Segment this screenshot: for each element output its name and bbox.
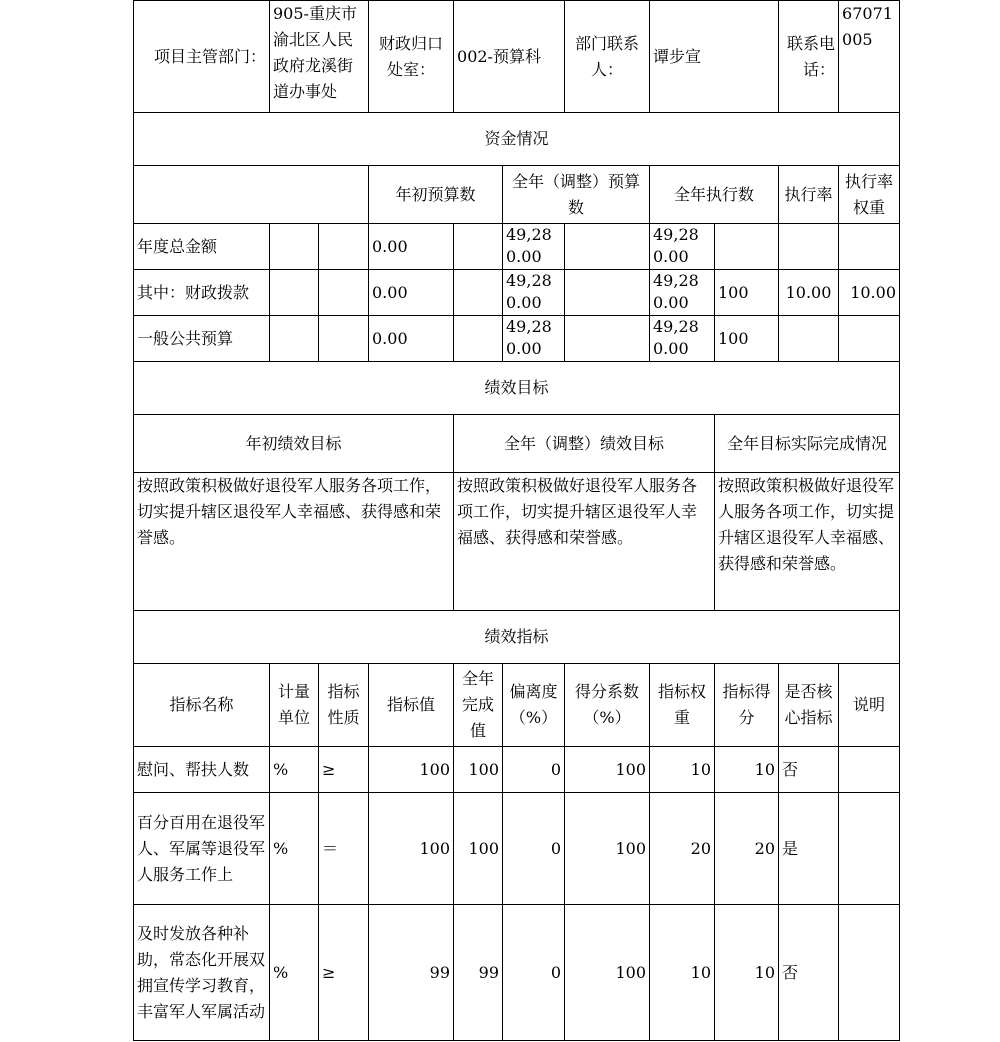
ind-row-nature: ＝ [319, 793, 369, 905]
ind-col-value: 指标值 [369, 664, 454, 747]
indicator-row [134, 747, 900, 793]
ind-row-actual: 99 [454, 905, 503, 1041]
indicators-header-row [134, 664, 900, 747]
ind-col-score: 指标得分 [715, 664, 779, 747]
indicators-section-title: 绩效指标 [134, 611, 900, 664]
dept-value: 905-重庆市渝北区人民政府龙溪街道办事处 [270, 1, 369, 113]
ind-col-coef: 得分系数（%） [565, 664, 650, 747]
funds-row-score [839, 316, 900, 362]
funds-row-rate [715, 224, 779, 270]
ind-row-name: 百分百用在退役军人、军属等退役军人服务工作上 [134, 793, 270, 905]
funds-row-weight [779, 224, 839, 270]
funds-row-name: 其中：财政拨款 [134, 270, 270, 316]
finance-value: 002-预算科 [454, 1, 565, 113]
ind-row-unit: % [270, 793, 319, 905]
funds-row-initial: 0.00 [369, 316, 454, 362]
ind-row-value: 99 [369, 905, 454, 1041]
goals-section-title: 绩效目标 [134, 362, 900, 415]
phone-label: 联系电话： [779, 1, 839, 113]
ind-row-unit: % [270, 905, 319, 1041]
funds-row-adjusted: 49,280.00 [503, 224, 565, 270]
dept-label: 项目主管部门： [134, 1, 270, 113]
funds-row-rate: 100 [715, 316, 779, 362]
funds-col-weight: 执行率权重 [839, 166, 900, 224]
funds-col-executed: 全年执行数 [650, 166, 779, 224]
ind-row-weight: 20 [650, 793, 715, 905]
ind-row-weight: 10 [650, 905, 715, 1041]
ind-row-name: 及时发放各种补助，常态化开展双拥宣传学习教育，丰富军人军属活动 [134, 905, 270, 1041]
funds-row [134, 224, 900, 270]
funds-section-title: 资金情况 [134, 113, 900, 166]
funds-row-score: 10.00 [839, 270, 900, 316]
phone-value: 67071005 [839, 1, 900, 113]
funds-col-adjusted: 全年（调整）预算数 [503, 166, 650, 224]
funds-row-executed: 49,280.00 [650, 224, 715, 270]
ind-col-deviation: 偏离度（%） [503, 664, 565, 747]
funds-col-initial: 年初预算数 [369, 166, 503, 224]
ind-col-nature: 指标性质 [319, 664, 369, 747]
goals-header-row [134, 415, 900, 473]
funds-row-adjusted: 49,280.00 [503, 270, 565, 316]
ind-row-actual: 100 [454, 793, 503, 905]
header-row [134, 1, 900, 113]
contact-value: 谭步宣 [650, 1, 779, 113]
ind-col-actual: 全年完成值 [454, 664, 503, 747]
funds-col-rate: 执行率 [779, 166, 839, 224]
ind-row-note [839, 905, 900, 1041]
indicator-row [134, 905, 900, 1041]
ind-row-value: 100 [369, 793, 454, 905]
ind-row-deviation: 0 [503, 793, 565, 905]
finance-label: 财政归口处室： [369, 1, 454, 113]
funds-row-initial: 0.00 [369, 270, 454, 316]
ind-row-score: 20 [715, 793, 779, 905]
funds-row-score [839, 224, 900, 270]
ind-row-note [839, 747, 900, 793]
funds-row-executed: 49,280.00 [650, 270, 715, 316]
funds-data-table [133, 223, 900, 1041]
ind-row-core: 否 [779, 905, 839, 1041]
ind-col-weight: 指标权重 [650, 664, 715, 747]
goals-initial-text: 按照政策积极做好退役军人服务各项工作，切实提升辖区退役军人幸福感、获得感和荣誉感。 [134, 473, 454, 611]
funds-row-adjusted: 49,280.00 [503, 316, 565, 362]
funds-row-name: 年度总金额 [134, 224, 270, 270]
funds-header-row [134, 166, 900, 224]
ind-row-note [839, 793, 900, 905]
funds-row-weight: 10.00 [779, 270, 839, 316]
ind-row-core: 是 [779, 793, 839, 905]
ind-row-unit: % [270, 747, 319, 793]
funds-row-executed: 49,280.00 [650, 316, 715, 362]
goals-col-actual: 全年目标实际完成情况 [715, 415, 900, 473]
funds-row-name: 一般公共预算 [134, 316, 270, 362]
ind-col-unit: 计量单位 [270, 664, 319, 747]
ind-row-actual: 100 [454, 747, 503, 793]
ind-row-value: 100 [369, 747, 454, 793]
funds-row [134, 316, 900, 362]
funds-row-rate: 100 [715, 270, 779, 316]
ind-row-core: 否 [779, 747, 839, 793]
ind-col-name: 指标名称 [134, 664, 270, 747]
ind-row-score: 10 [715, 747, 779, 793]
ind-row-nature: ≥ [319, 747, 369, 793]
goals-col-initial: 年初绩效目标 [134, 415, 454, 473]
ind-col-note: 说明 [839, 664, 900, 747]
performance-table [133, 0, 900, 224]
goals-col-adjusted: 全年（调整）绩效目标 [454, 415, 715, 473]
funds-row-weight [779, 316, 839, 362]
ind-row-name: 慰问、帮扶人数 [134, 747, 270, 793]
ind-col-core: 是否核心指标 [779, 664, 839, 747]
ind-row-nature: ≥ [319, 905, 369, 1041]
ind-row-score: 10 [715, 905, 779, 1041]
indicator-row [134, 793, 900, 905]
funds-row [134, 270, 900, 316]
ind-row-coef: 100 [565, 793, 650, 905]
goals-content-row [134, 473, 900, 611]
ind-row-deviation: 0 [503, 747, 565, 793]
funds-row-initial: 0.00 [369, 224, 454, 270]
ind-row-weight: 10 [650, 747, 715, 793]
ind-row-coef: 100 [565, 905, 650, 1041]
contact-label: 部门联系人： [565, 1, 650, 113]
ind-row-deviation: 0 [503, 905, 565, 1041]
ind-row-coef: 100 [565, 747, 650, 793]
goals-adjusted-text: 按照政策积极做好退役军人服务各项工作，切实提升辖区退役军人幸福感、获得感和荣誉感。 [454, 473, 715, 611]
goals-actual-text: 按照政策积极做好退役军人服务各项工作，切实提升辖区退役军人幸福感、获得感和荣誉感。 [715, 473, 900, 611]
